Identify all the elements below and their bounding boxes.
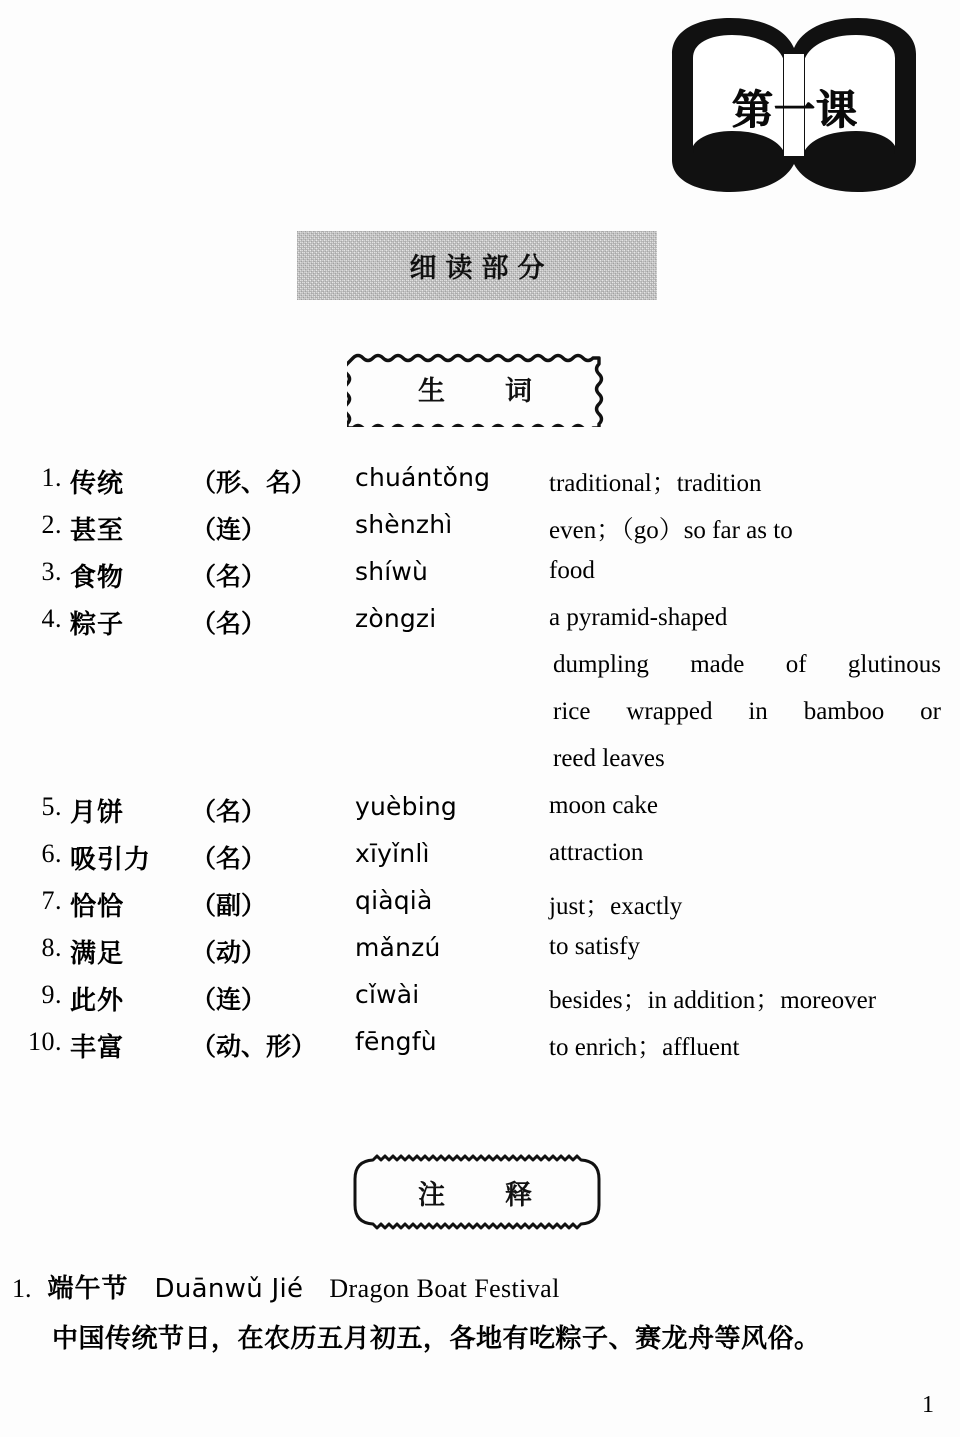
- note-item-header: [0, 1268, 960, 1318]
- vocab-definition: attraction: [549, 839, 644, 866]
- vocab-row: [0, 1027, 960, 1074]
- vocab-definition: food: [549, 557, 595, 584]
- vocab-definition-line: rice wrapped in bamboo or: [553, 698, 941, 725]
- vocab-pinyin: fēngfù: [355, 1027, 437, 1056]
- vocab-definition: besides；in addition；moreover: [549, 987, 877, 1014]
- vocab-part-of-speech: （名）: [191, 609, 267, 638]
- vocab-definition-wrap-row: [0, 651, 960, 698]
- vocab-pinyin: yuèbing: [355, 792, 457, 821]
- vocab-pinyin: qiàqià: [355, 886, 433, 915]
- vocab-definition: even；（go）so far as to: [549, 517, 793, 544]
- vocab-word: 此外: [70, 986, 125, 1016]
- vocab-number: 4.: [41, 604, 62, 633]
- vocabulary-heading-box: [347, 349, 605, 427]
- vocab-definition: to enrich；affluent: [549, 1034, 740, 1061]
- notes-heading-box: [347, 1153, 605, 1231]
- vocab-part-of-speech: （动）: [191, 938, 267, 967]
- vocab-number: 2.: [41, 510, 62, 539]
- vocab-part-of-speech: （动、形）: [191, 1032, 317, 1061]
- vocabulary-list: [0, 463, 960, 1074]
- vocab-number: 1.: [41, 463, 62, 492]
- vocab-row: [0, 604, 960, 651]
- section-banner-title: 细读部分: [409, 253, 554, 284]
- vocab-word: 恰恰: [70, 892, 125, 922]
- vocab-row: [0, 933, 960, 980]
- vocab-part-of-speech: （连）: [191, 985, 267, 1014]
- page-number: 1: [922, 1392, 934, 1418]
- vocab-pinyin: xīyǐnlì: [355, 839, 430, 868]
- vocab-number: 7.: [41, 886, 62, 915]
- vocab-definition: just；exactly: [549, 893, 683, 920]
- vocab-pinyin: chuántǒng: [355, 463, 491, 492]
- vocab-definition-wrap-row: [0, 698, 960, 745]
- vocab-word: 丰富: [70, 1033, 125, 1063]
- vocab-number: 8.: [41, 933, 62, 962]
- vocab-part-of-speech: （副）: [191, 891, 267, 920]
- vocab-definition-line: dumpling made of glutinous: [553, 651, 941, 678]
- note-term: 端午节: [47, 1274, 129, 1304]
- vocab-number: 9.: [41, 980, 62, 1009]
- vocab-definition: traditional；tradition: [549, 470, 762, 497]
- vocab-row: [0, 510, 960, 557]
- vocab-definition: a pyramid-shaped: [549, 604, 728, 631]
- lesson-badge: [668, 14, 920, 196]
- vocab-number: 3.: [41, 557, 62, 586]
- vocab-part-of-speech: （连）: [191, 515, 267, 544]
- vocab-word: 食物: [70, 563, 125, 593]
- notes-list: [0, 1268, 960, 1355]
- vocab-word: 粽子: [70, 610, 125, 640]
- section-banner: [297, 231, 657, 300]
- vocab-number: 5.: [41, 792, 62, 821]
- vocab-row: [0, 839, 960, 886]
- note-pinyin: Duānwǔ Jié: [154, 1274, 304, 1304]
- note-english: Dragon Boat Festival: [329, 1274, 560, 1303]
- vocabulary-heading-label: 生 词: [418, 375, 534, 407]
- vocab-pinyin: mǎnzú: [355, 933, 441, 962]
- vocab-number: 6.: [41, 839, 62, 868]
- vocab-word: 月饼: [70, 798, 125, 828]
- vocab-part-of-speech: （名）: [191, 844, 267, 873]
- note-number: 1.: [12, 1274, 32, 1303]
- vocab-row: [0, 792, 960, 839]
- vocab-word: 吸引力: [70, 845, 152, 875]
- vocab-row: [0, 463, 960, 510]
- vocab-part-of-speech: （名）: [191, 797, 267, 826]
- vocab-definition-wrap-row: [0, 745, 960, 792]
- vocab-word: 甚至: [70, 516, 125, 546]
- vocab-pinyin: shíwù: [355, 557, 429, 586]
- vocab-pinyin: shènzhì: [355, 510, 453, 539]
- vocab-part-of-speech: （形、名）: [191, 468, 317, 497]
- vocab-word: 满足: [70, 939, 125, 969]
- vocab-row: [0, 886, 960, 933]
- vocab-word: 传统: [70, 469, 125, 499]
- lesson-badge-label: 第一课: [732, 85, 858, 134]
- vocab-definition-line: reed leaves: [553, 745, 665, 772]
- notes-heading-label: 注 释: [418, 1179, 534, 1211]
- vocab-number: 10.: [28, 1027, 62, 1056]
- vocab-pinyin: cǐwài: [355, 980, 420, 1009]
- vocab-row: [0, 980, 960, 1027]
- note-body-text: 中国传统节日，在农历五月初五，各地有吃粽子、赛龙舟等风俗。: [52, 1324, 821, 1354]
- vocab-definition: moon cake: [549, 792, 658, 819]
- vocab-definition: to satisfy: [549, 933, 640, 960]
- vocab-pinyin: zòngzi: [355, 604, 437, 633]
- vocab-row: [0, 557, 960, 604]
- vocab-part-of-speech: （名）: [191, 562, 267, 591]
